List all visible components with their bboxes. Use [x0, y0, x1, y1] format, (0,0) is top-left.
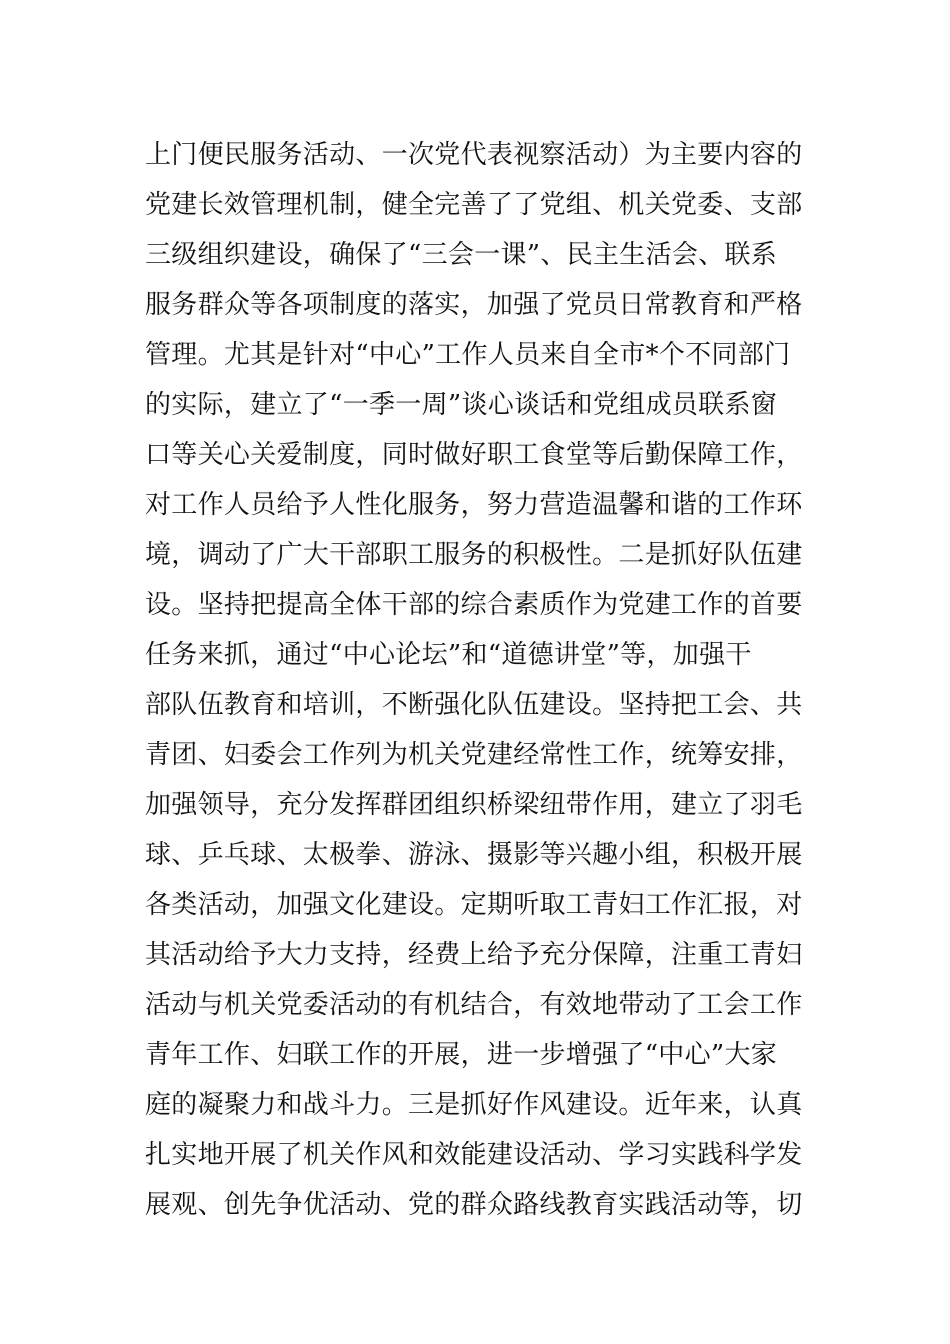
text-line: 服务群众等各项制度的落实，加强了党员日常教育和严格 [145, 290, 803, 320]
text-line: 的实际，建立了“一季一周”谈心谈话和党组成员联系窗 [145, 390, 778, 420]
text-line: 部队伍教育和培训，不断强化队伍建设。坚持把工会、共 [145, 690, 803, 720]
text-line: 庭的凝聚力和战斗力。三是抓好作风建设。近年来，认真 [145, 1090, 803, 1120]
text-line: 上门便民服务活动、一次党代表视察活动）为主要内容的 [145, 140, 803, 170]
body-paragraph [145, 130, 815, 1230]
text-line: 任务来抓，通过“中心论坛”和“道德讲堂”等，加强干 [145, 640, 752, 670]
text-line: 境，调动了广大干部职工服务的积极性。二是抓好队伍建 [145, 540, 803, 570]
text-line: 各类活动，加强文化建设。定期听取工青妇工作汇报，对 [145, 890, 803, 920]
text-line: 加强领导，充分发挥群团组织桥梁纽带作用，建立了羽毛 [145, 790, 803, 820]
text-line: 设。坚持把提高全体干部的综合素质作为党建工作的首要 [145, 590, 803, 620]
text-line: 展观、创先争优活动、党的群众路线教育实践活动等，切 [145, 1190, 803, 1220]
text-line: 其活动给予大力支持，经费上给予充分保障，注重工青妇 [145, 940, 803, 970]
text-line: 扎实地开展了机关作风和效能建设活动、学习实践科学发 [145, 1140, 803, 1170]
text-line: 管理。尤其是针对“中心”工作人员来自全市*个不同部门 [145, 340, 791, 370]
text-line: 党建长效管理机制，健全完善了了党组、机关党委、支部 [145, 190, 803, 220]
text-line: 青团、妇委会工作列为机关党建经常性工作，统筹安排， [145, 740, 803, 770]
text-line: 活动与机关党委活动的有机结合，有效地带动了工会工作 [145, 990, 803, 1020]
text-line: 对工作人员给予人性化服务，努力营造温馨和谐的工作环 [145, 490, 803, 520]
text-line: 青年工作、妇联工作的开展，进一步增强了“中心”大家 [145, 1040, 778, 1070]
text-line: 三级组织建设，确保了“三会一课”、民主生活会、联系 [145, 240, 778, 270]
text-line: 球、乒乓球、太极拳、游泳、摄影等兴趣小组，积极开展 [145, 840, 803, 870]
text-line: 口等关心关爱制度，同时做好职工食堂等后勤保障工作， [145, 440, 803, 470]
